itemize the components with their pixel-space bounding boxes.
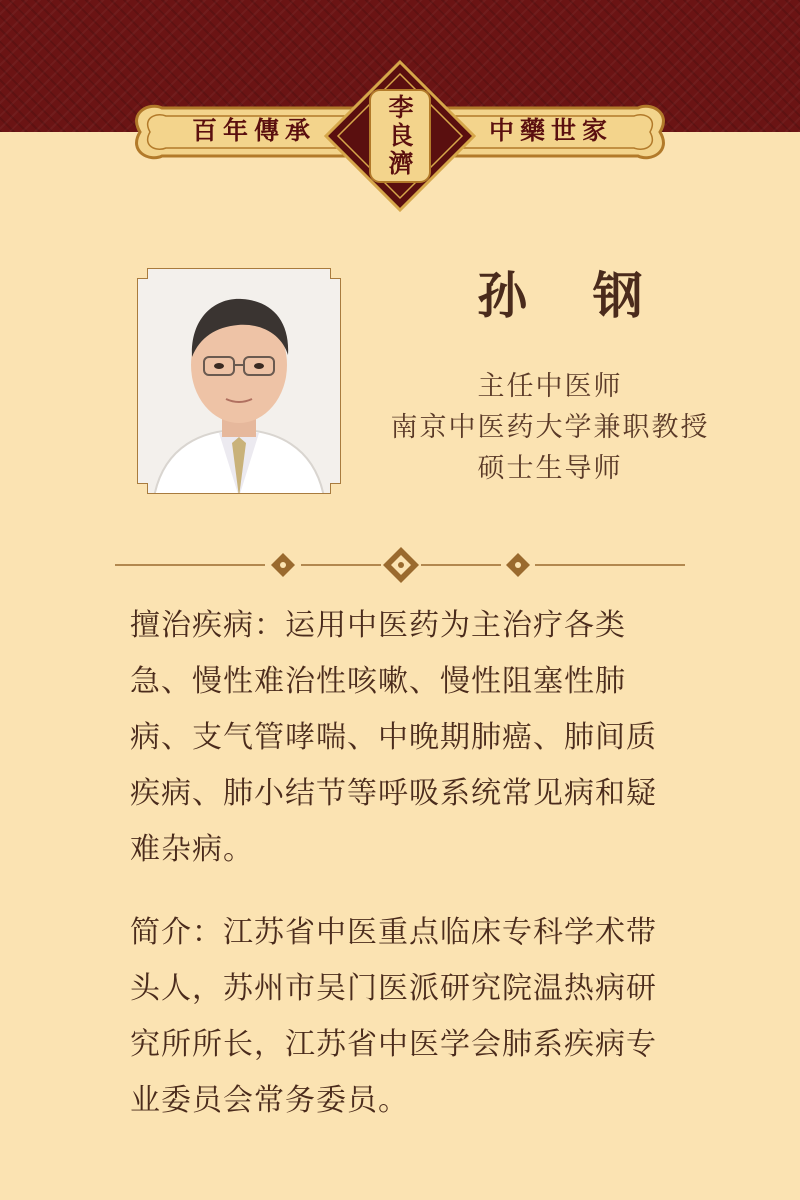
seal-char-2: 良 [388, 121, 414, 150]
slogan-left: 百年傳承 [192, 116, 317, 145]
divider-ornament-right-icon [506, 553, 530, 577]
intro-label: 简介： [130, 915, 223, 950]
divider-ornament-center-icon [383, 547, 419, 583]
doctor-name: 孙 钢 [477, 266, 667, 325]
brand-seal [368, 88, 434, 184]
slogan-right: 中藥世家 [489, 116, 614, 145]
ornamental-divider [115, 545, 685, 585]
specialty-label: 擅治疾病： [130, 608, 285, 643]
seal-char-3: 濟 [388, 149, 414, 178]
intro-section [130, 905, 675, 1129]
doctor-title: 主任中医师 [477, 371, 623, 402]
intro-text: 江苏省中医重点临床专科学术带头人，苏州市吴门医派研究院温热病研究所所长，江苏省中医学会肺系疾病专业委员会常务委员。 [130, 915, 657, 1118]
divider-ornament-left-icon [271, 553, 295, 577]
specialty-section [130, 598, 675, 878]
doctor-title: 硕士生导师 [477, 453, 623, 484]
doctor-photo [134, 265, 344, 497]
seal-char-1: 李 [388, 93, 414, 122]
specialty-text: 运用中医药为主治疗各类急、慢性难治性咳嗽、慢性阻塞性肺病、支气管哮喘、中晚期肺癌、肺间质疾病、肺小结节等呼吸系统常见病和疑难杂病。 [130, 608, 657, 867]
doctor-title: 南京中医药大学兼职教授 [390, 412, 710, 443]
doctor-titles [350, 366, 750, 489]
doctor-portrait-icon [134, 265, 344, 497]
